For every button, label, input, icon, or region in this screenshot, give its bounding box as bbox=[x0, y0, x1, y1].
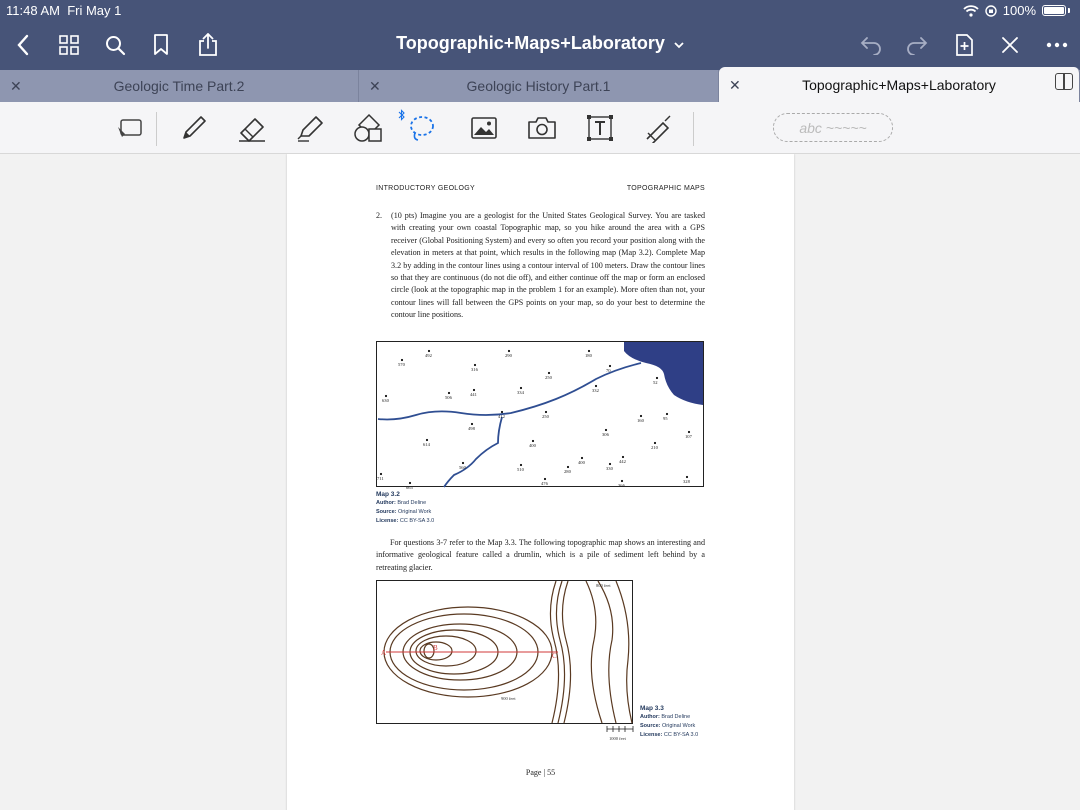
tab-label: Geologic History Part.1 bbox=[466, 78, 611, 94]
caption-license: CC BY-SA 3.0 bbox=[663, 732, 699, 738]
shapes-icon bbox=[353, 113, 383, 143]
tab-label: Topographic+Maps+Laboratory bbox=[802, 76, 996, 93]
question-number: 2. bbox=[376, 211, 383, 220]
bookmark-icon bbox=[153, 34, 169, 56]
highlighter-icon bbox=[295, 114, 325, 142]
gps-point-label: 250 bbox=[542, 414, 549, 419]
bookmark-button[interactable] bbox=[144, 28, 178, 62]
battery-percent: 100% bbox=[1002, 3, 1036, 18]
share-button[interactable] bbox=[191, 28, 225, 62]
gps-point-label: 400 bbox=[529, 443, 536, 448]
gps-point-label: 306 bbox=[602, 432, 609, 437]
text-tool[interactable] bbox=[582, 110, 618, 146]
page-header-left: INTRODUCTORY GEOLOGY bbox=[376, 185, 475, 192]
tab-label: Geologic Time Part.2 bbox=[113, 78, 245, 94]
redo-icon bbox=[906, 35, 928, 55]
wifi-icon bbox=[963, 5, 979, 17]
gps-point-dot bbox=[473, 389, 475, 391]
laser-pointer-tool[interactable] bbox=[640, 110, 676, 146]
pen-tool[interactable] bbox=[176, 110, 212, 146]
grid-view-button[interactable] bbox=[52, 28, 86, 62]
gps-point-dot bbox=[666, 413, 668, 415]
gps-point-label: 328 bbox=[683, 479, 690, 484]
gps-point-dot bbox=[520, 387, 522, 389]
map33-label-c: C bbox=[552, 652, 557, 660]
gps-point-label: 560 bbox=[459, 465, 466, 470]
gps-point-dot bbox=[462, 462, 464, 464]
close-tab-icon[interactable]: ✕ bbox=[729, 77, 741, 93]
gps-point-label: 290 bbox=[505, 353, 512, 358]
more-button[interactable] bbox=[1040, 28, 1074, 62]
gps-point-label: 210 bbox=[651, 445, 658, 450]
pen-slash-icon bbox=[1000, 35, 1020, 55]
gps-point-dot bbox=[532, 440, 534, 442]
laser-pointer-icon bbox=[643, 113, 673, 143]
caption-author-key: Author: bbox=[376, 500, 396, 506]
share-icon bbox=[198, 33, 218, 57]
gps-point-label: 334 bbox=[517, 390, 524, 395]
gps-point-label: 332 bbox=[592, 388, 599, 393]
eraser-tool[interactable] bbox=[234, 110, 270, 146]
map33-label-a: A bbox=[381, 649, 387, 657]
gps-point-label: 330 bbox=[606, 466, 613, 471]
navigation-bar bbox=[0, 20, 1080, 70]
gps-point-dot bbox=[581, 457, 583, 459]
document-title: Topographic+Maps+Laboratory bbox=[396, 33, 665, 53]
gps-point-dot bbox=[605, 429, 607, 431]
close-tab-icon[interactable]: ✕ bbox=[10, 78, 22, 94]
split-view-icon[interactable] bbox=[1055, 73, 1073, 90]
question-text: (10 pts) Imagine you are a geologist for the United States Geological Survey. You are tasked with creating your own coastal Topographic map, so you hike around the area with a GPS receiver (Global Positioning System) and every so often you record your position along with the elevation in meters at that point, which results in the following map (Map 3.2). Complete Map 3.2 by adding in the contour lines using a contour interval of 100 meters. Draw the contour lines so that they are continuous (do not die off), and either continue off the map or form an enclosed circle (look at the topographic map in the problem 1 for an example). More often than not, your contour lines will fall between the GPS points on your map, so do your best to determine the contour line positions. bbox=[391, 211, 705, 320]
gps-point-label: 442 bbox=[619, 459, 626, 464]
orientation-lock-icon bbox=[985, 5, 997, 17]
text-box-icon bbox=[586, 114, 614, 142]
lasso-icon bbox=[407, 113, 437, 143]
caption-source: Original Work bbox=[662, 723, 696, 729]
gps-point-dot bbox=[474, 364, 476, 366]
camera-icon bbox=[527, 116, 557, 140]
undo-button[interactable] bbox=[854, 28, 888, 62]
tab-topographic-maps[interactable] bbox=[719, 67, 1080, 102]
gps-point-label: 280 bbox=[564, 469, 571, 474]
more-icon bbox=[1046, 42, 1068, 48]
question-2 bbox=[376, 210, 705, 322]
page-number: Page | 55 bbox=[525, 768, 556, 777]
gps-point-label: 492 bbox=[425, 353, 432, 358]
add-page-button[interactable] bbox=[947, 28, 981, 62]
chevron-left-icon bbox=[16, 34, 30, 56]
text-style-input[interactable]: abc ~~~~~ bbox=[773, 113, 893, 142]
page-header-right: TOPOGRAPHIC MAPS bbox=[626, 185, 705, 192]
gps-point-label: 711 bbox=[377, 476, 384, 481]
gps-point-dot bbox=[622, 456, 624, 458]
image-tool[interactable] bbox=[466, 110, 502, 146]
bluetooth-icon bbox=[398, 109, 406, 121]
gps-point-label: 52 bbox=[653, 380, 658, 385]
gps-point-label: 498 bbox=[468, 426, 475, 431]
map-3-2 bbox=[376, 341, 705, 489]
gps-point-dot bbox=[385, 395, 387, 397]
camera-tool[interactable] bbox=[524, 110, 560, 146]
gps-point-label: 250 bbox=[545, 375, 552, 380]
tab-geologic-history[interactable] bbox=[359, 70, 719, 102]
map33-label-b: B bbox=[433, 644, 438, 652]
undo-icon bbox=[860, 35, 882, 55]
map33-label-bottom: 900 feet bbox=[501, 696, 516, 701]
gps-point-dot bbox=[426, 439, 428, 441]
gps-point-dot bbox=[545, 411, 547, 413]
gps-point-dot bbox=[520, 464, 522, 466]
chevron-down-icon bbox=[674, 41, 684, 49]
redo-button[interactable] bbox=[900, 28, 934, 62]
caption-title: Map 3.2 bbox=[376, 491, 400, 498]
read-only-toggle[interactable] bbox=[112, 110, 148, 146]
caption-license-key: License: bbox=[376, 518, 399, 524]
add-page-icon bbox=[955, 34, 973, 56]
gps-point-label: 70 bbox=[606, 368, 611, 373]
map-3-3 bbox=[376, 580, 634, 725]
paragraph-questions-3-7: For questions 3-7 refer to the Map 3.3. The following topographic map shows an interesting and informative geological feature called a drumlin, which is a pile of sediment left behind by a retreating glacier. bbox=[376, 538, 705, 572]
gps-point-dot bbox=[621, 480, 623, 482]
gps-point-dot bbox=[595, 385, 597, 387]
gps-point-dot bbox=[588, 350, 590, 352]
gps-point-label: 366 bbox=[618, 483, 625, 488]
gps-point-dot bbox=[380, 473, 382, 475]
caption-source: Original Work bbox=[398, 509, 432, 515]
gps-point-dot bbox=[609, 365, 611, 367]
close-edit-button[interactable] bbox=[993, 28, 1027, 62]
gps-point-label: 95 bbox=[663, 416, 668, 421]
gps-point-label: 107 bbox=[685, 434, 692, 439]
gps-point-dot bbox=[401, 359, 403, 361]
caption-license-key: License: bbox=[640, 732, 663, 738]
gps-point-dot bbox=[654, 442, 656, 444]
close-tab-icon[interactable]: ✕ bbox=[369, 78, 381, 94]
read-only-icon bbox=[117, 117, 143, 139]
back-button[interactable] bbox=[6, 28, 40, 62]
gps-point-label: 316 bbox=[471, 367, 478, 372]
map-3-3-scale-bar bbox=[605, 724, 635, 742]
gps-point-label: 400 bbox=[578, 460, 585, 465]
gps-point-dot bbox=[428, 350, 430, 352]
gps-point-dot bbox=[471, 423, 473, 425]
pen-icon bbox=[180, 114, 208, 142]
tab-bar bbox=[0, 70, 1080, 102]
scale-label: 1000 feet bbox=[609, 736, 626, 741]
gps-point-label: 665 bbox=[406, 485, 413, 489]
gps-point-dot bbox=[609, 463, 611, 465]
gps-point-label: 476 bbox=[541, 481, 548, 486]
document-title-menu[interactable] bbox=[340, 33, 740, 54]
tab-geologic-time[interactable] bbox=[0, 70, 359, 102]
gps-point-dot bbox=[501, 411, 503, 413]
gps-point-label: 614 bbox=[423, 442, 430, 447]
gps-point-label: 180 bbox=[585, 353, 592, 358]
gps-point-label: 506 bbox=[445, 395, 452, 400]
caption-source-key: Source: bbox=[376, 509, 397, 515]
eraser-icon bbox=[237, 114, 267, 142]
caption-author: Brad Deline bbox=[661, 714, 691, 720]
drawing-toolbar bbox=[0, 102, 1080, 154]
map33-label-top: 800 feet bbox=[596, 583, 611, 588]
gps-point-dot bbox=[656, 377, 658, 379]
gps-point-dot bbox=[688, 431, 690, 433]
status-time: 11:48 AM Fri May 1 bbox=[6, 3, 122, 18]
document-page[interactable] bbox=[287, 154, 794, 810]
gps-point-dot bbox=[548, 372, 550, 374]
search-icon bbox=[105, 35, 126, 56]
grid-icon bbox=[59, 35, 79, 55]
status-right bbox=[963, 3, 1070, 18]
gps-point-dot bbox=[409, 482, 411, 484]
caption-author-key: Author: bbox=[640, 714, 660, 720]
gps-point-label: 441 bbox=[470, 392, 477, 397]
gps-point-dot bbox=[544, 478, 546, 480]
gps-point-dot bbox=[448, 392, 450, 394]
gps-point-label: 160 bbox=[637, 418, 644, 423]
shapes-tool[interactable] bbox=[350, 110, 386, 146]
search-button[interactable] bbox=[98, 28, 132, 62]
map-3-3-caption bbox=[640, 704, 698, 740]
caption-source-key: Source: bbox=[640, 723, 661, 729]
gps-point-label: 412 bbox=[498, 414, 505, 419]
status-bar bbox=[0, 0, 1080, 20]
gps-point-label: 570 bbox=[398, 362, 405, 367]
lasso-tool[interactable] bbox=[404, 110, 440, 146]
gps-point-label: 630 bbox=[382, 398, 389, 403]
battery-icon bbox=[1042, 5, 1066, 16]
image-icon bbox=[470, 116, 498, 140]
gps-point-dot bbox=[640, 415, 642, 417]
gps-point-label: 510 bbox=[517, 467, 524, 472]
gps-point-dot bbox=[686, 476, 688, 478]
highlighter-tool[interactable] bbox=[292, 110, 328, 146]
document-canvas[interactable] bbox=[0, 154, 1080, 810]
caption-license: CC BY-SA 3.0 bbox=[399, 518, 435, 524]
caption-title: Map 3.3 bbox=[640, 705, 664, 712]
gps-point-dot bbox=[508, 350, 510, 352]
map-3-2-caption bbox=[376, 490, 434, 526]
gps-point-dot bbox=[567, 466, 569, 468]
caption-author: Brad Deline bbox=[397, 500, 427, 506]
